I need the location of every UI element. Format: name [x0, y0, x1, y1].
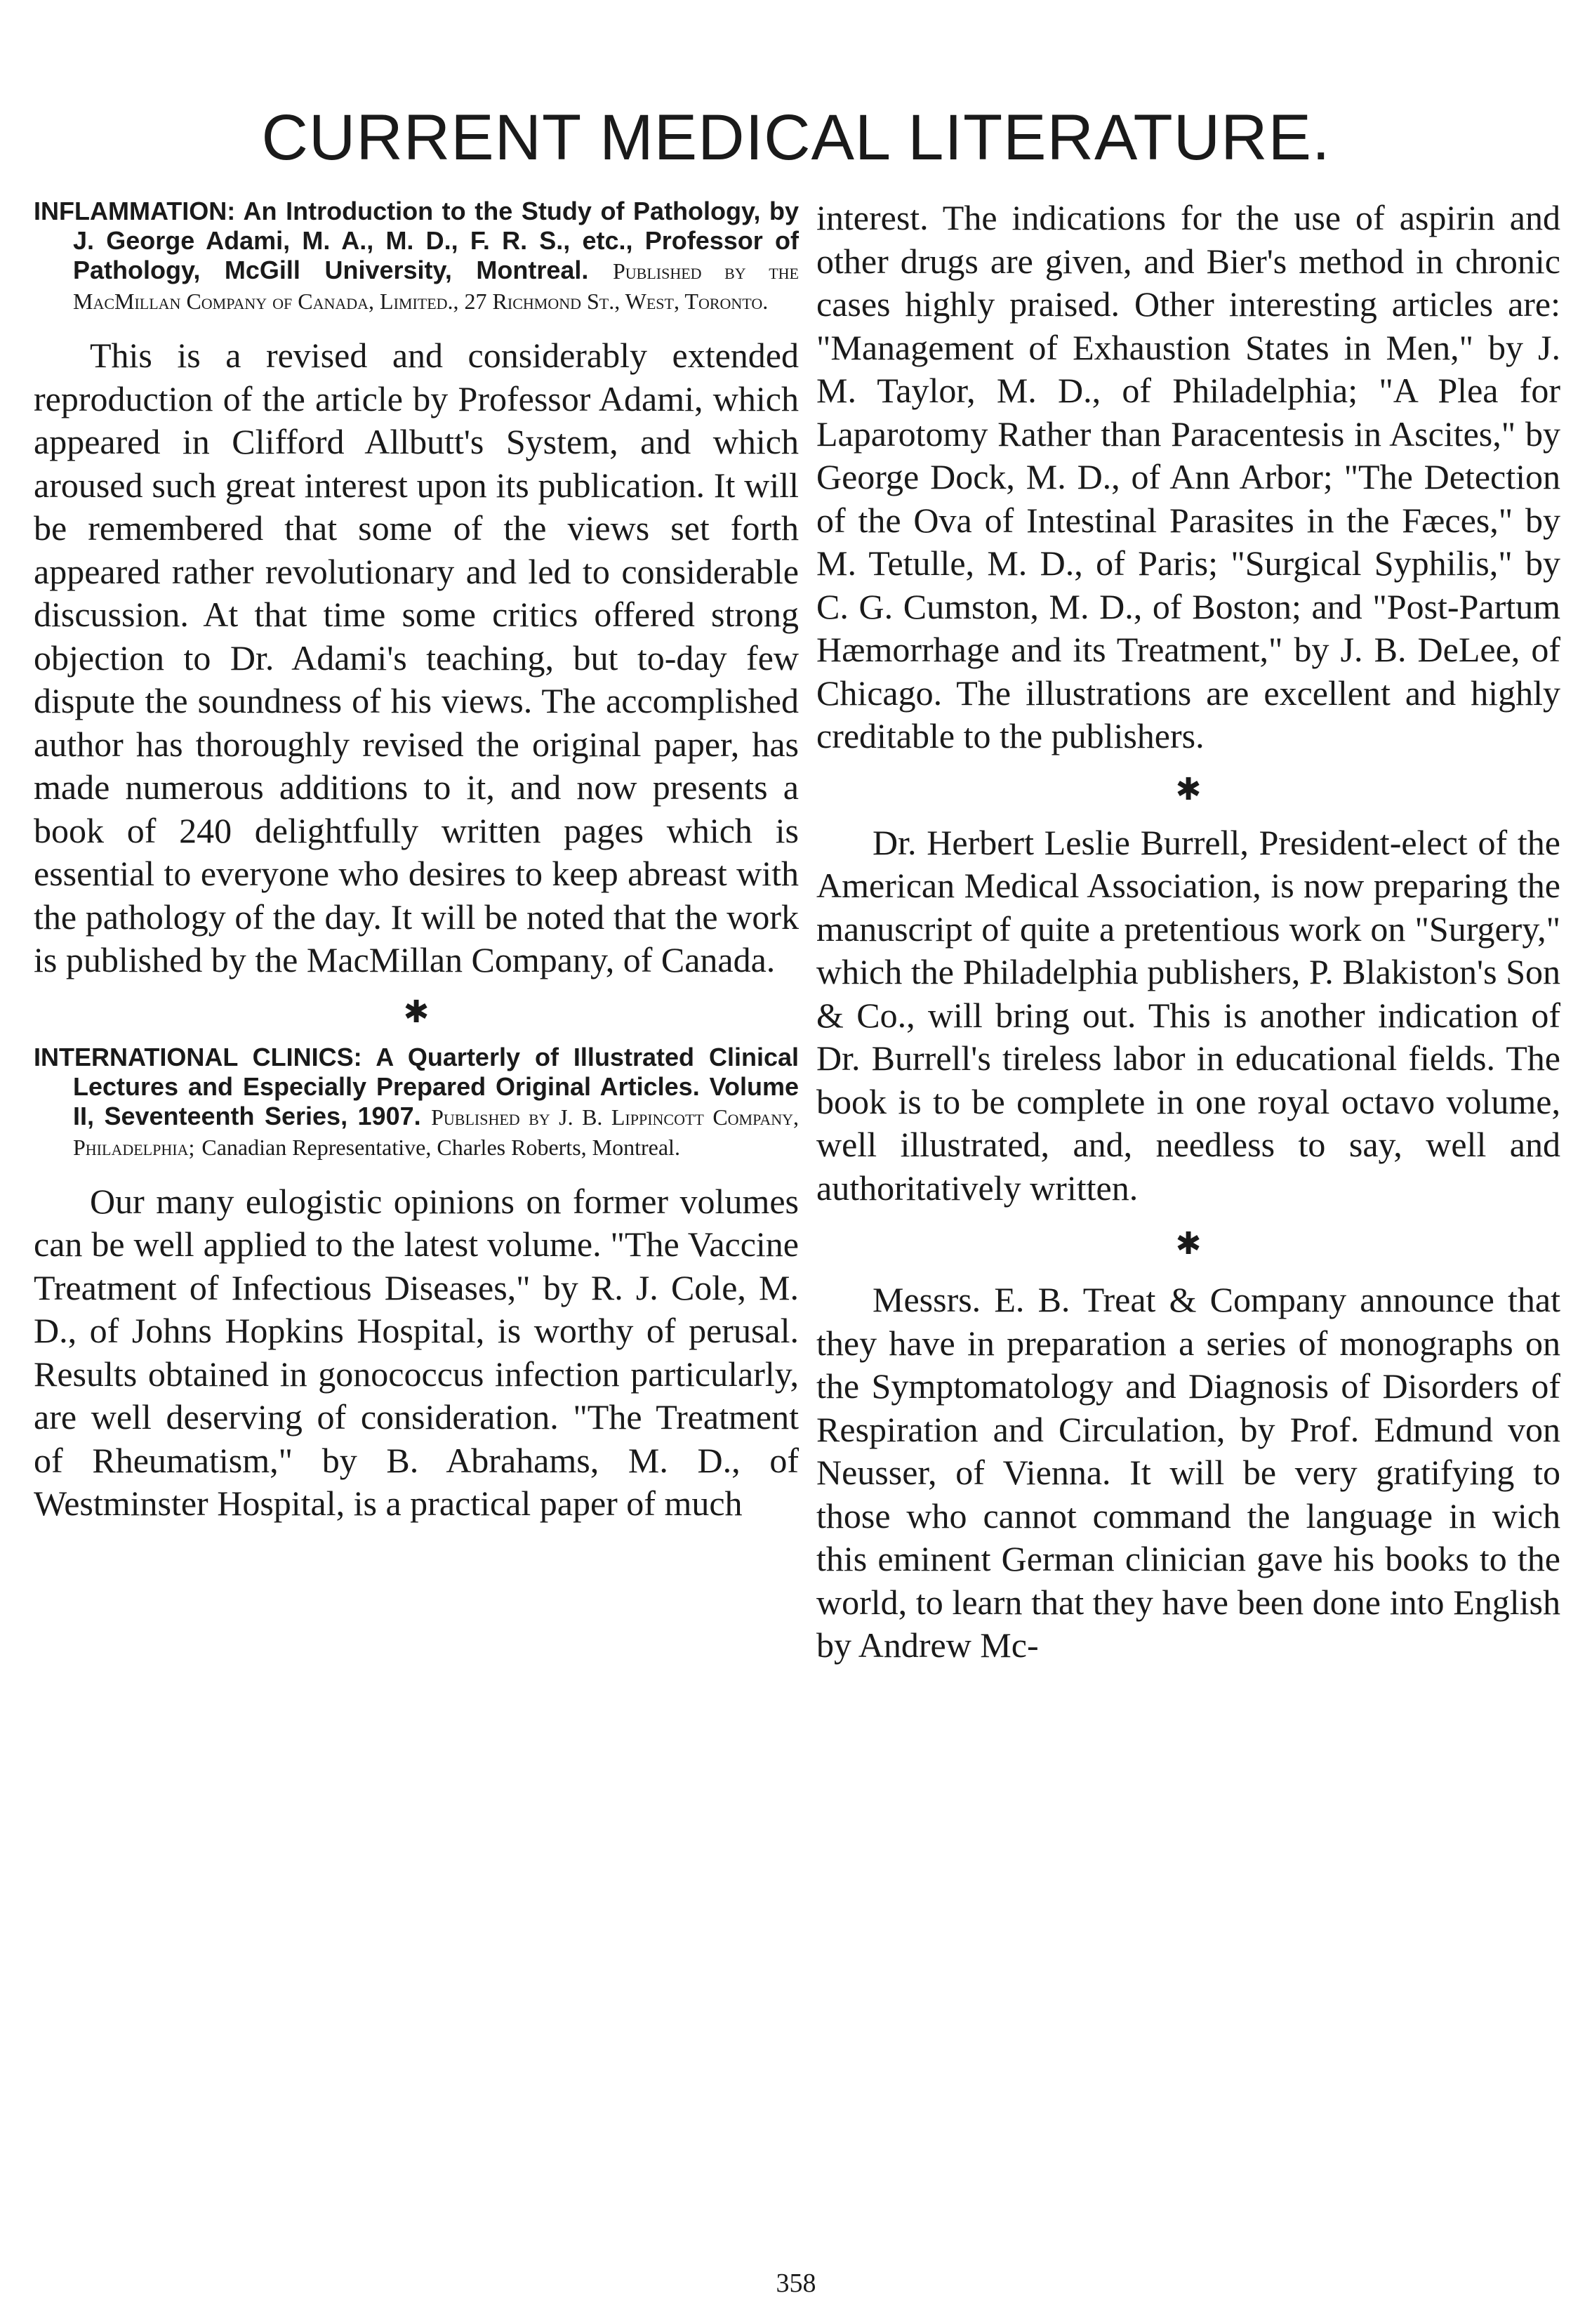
separator-asterisk: ✱: [1175, 771, 1202, 807]
separator-asterisk: ✱: [403, 993, 430, 1030]
review-publisher: Published by J. B. Lippincott Company, Philadelphia;: [73, 1104, 799, 1160]
note-burrell: Dr. Herbert Leslie Burrell, President-elect of the American Medical Association, is now preparing the manuscript of quite a pretentious work on "Surgery," which the Philadelphia publishers, P. Blakiston's Son & Co., will bring out. This is another indication of Dr. Burrell's tireless labor in educational fields. The book is to be complete in one royal octavo volume, well illustrated, and, needless to say, well and authoritatively written.: [816, 822, 1560, 1208]
review-heading-text: INFLAMMATION: An Introduction to the Study of Pathology, by J. George Adami, M. A., M. D., F. R. S., etc., Professor of Pathology, McGill University, Montreal.: [34, 197, 799, 284]
note-treat-company: Messrs. E. B. Treat & Company announce that they have in preparation a series of monographs on the Symptomatology and Diagnosis of Disorders of Respiration and Circulation, by Prof. Edmund von Neusser, of Vienna. It will be very gratifying to those who cannot command the language in wich this eminent German clinician gave his books to the world, to learn that they have been done into English by Andrew Mc-: [816, 1280, 1560, 1665]
review-heading-inflammation: [34, 197, 799, 316]
review-heading-international-clinics: [34, 1043, 799, 1162]
review-heading-text: INTERNATIONAL CLINICS: A Quarterly of Illustrated Clinical Lectures and Especially Prepared Original Articles. Volume II, Seventeenth Series, 1907.: [34, 1042, 799, 1130]
review-publisher-rep: Canadian Representative, Charles Roberts, Montreal.: [201, 1134, 680, 1160]
left-column: [34, 197, 799, 1526]
review-publisher: Published by the MacMillan Company of Canada, Limited., 27 Richmond St., West, Toronto.: [73, 258, 799, 314]
review-body-international-clinics: Our many eulogistic opinions on former volumes can be well applied to the latest volume. "The Vaccine Treatment of Infectious Diseases," by R. J. Cole, M. D., of Johns Hopkins Hospital, is worthy of perusal. Results obtained in gonococcus infection particularly, are well deserving of consideration. "The Treatment of Rheumatism," by B. Abrahams, M. D., of Westminster Hospital, is a practical paper of much: [34, 1181, 799, 1523]
right-column: [816, 197, 1560, 1668]
page-title: CURRENT MEDICAL LITERATURE.: [261, 102, 1331, 173]
separator-asterisk: ✱: [1175, 1226, 1202, 1262]
review-body-continuation: interest. The indications for the use of aspirin and other drugs are given, and Bier's method in chronic cases highly praised. Other interesting articles are: "Management of Exhaustion States in Men," by J. M. Taylor, M. D., of Philadelphia; "A Plea for Laparotomy Rather than Paracentesis in Ascites," by George Dock, M. D., of Ann Arbor; "The Detection of the Ova of Intestinal Parasites in the Fæces," by M. Tetulle, M. D., of Paris; "Surgical Syphilis," by C. G. Cumston, M. D., of Boston; and "Post-Partum Hæmorrhage and its Treatment," by J. B. DeLee, of Chicago. The illustrations are excellent and highly creditable to the publishers.: [816, 198, 1560, 755]
page-number: 358: [776, 2269, 816, 2298]
review-body-inflammation: This is a revised and considerably extended reproduction of the article by Professor Adami, which appeared in Clifford Allbutt's System, and which aroused such great interest upon its publication. It will be remembered that some of the views set forth appeared rather revolutionary and led to considerable discussion. At that time some critics offered strong objection to Dr. Adami's teaching, but to-day few dispute the soundness of his views. The accomplished author has thoroughly revised the original paper, has made numerous additions to it, and now presents a book of 240 delightfully written pages which is essential to everyone who desires to keep abreast with the pathology of the day. It will be noted that the work is published by the MacMillan Company, of Canada.: [34, 336, 799, 979]
